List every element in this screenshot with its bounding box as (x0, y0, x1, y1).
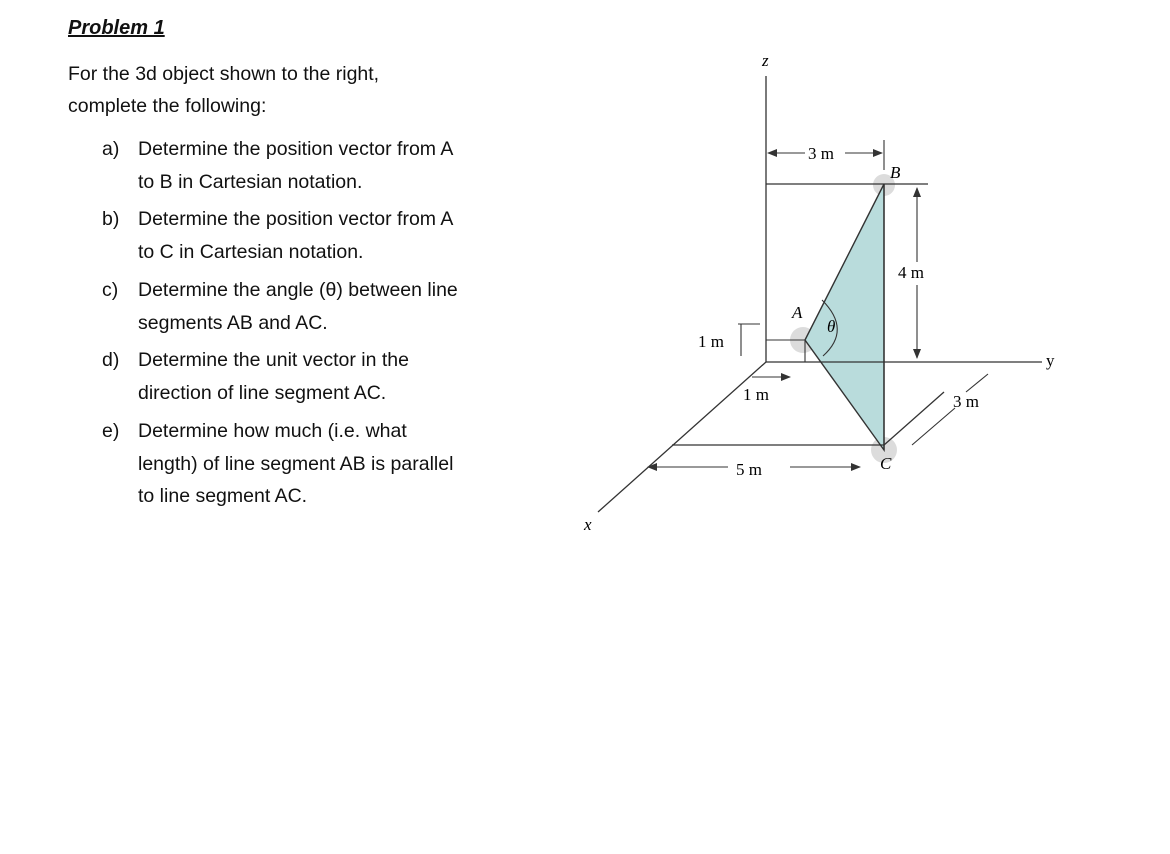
point-a-label: A (792, 303, 803, 322)
question-letter: b) (102, 208, 120, 230)
dim-4m-label: 4 m (898, 263, 924, 282)
question-letter: a) (102, 138, 120, 160)
figure-3d-object (570, 40, 1090, 550)
dim-3m-right-arrow (912, 408, 955, 445)
dim-5m-label: 5 m (736, 460, 762, 479)
triangle-abc (805, 184, 884, 450)
point-b-label: B (890, 163, 901, 182)
problem-title: Problem 1 (68, 17, 165, 39)
dim-3m-top-label: 3 m (808, 144, 834, 163)
question-text-line: direction of line segment AC. (138, 382, 387, 404)
question-text-line: Determine the angle (θ) between line (138, 279, 458, 301)
angle-theta-label: θ (827, 317, 836, 336)
axis-z-label: z (762, 51, 769, 70)
dim-1m-vertical-label: 1 m (698, 332, 724, 351)
question-text-line: to B in Cartesian notation. (138, 171, 363, 193)
question-text-line: to line segment AC. (138, 485, 308, 507)
question-text-line: Determine the position vector from A (138, 208, 454, 230)
question-text-line: Determine how much (i.e. what (138, 420, 407, 442)
question-letter: c) (102, 279, 119, 301)
intro-line-2: complete the following: (68, 95, 267, 117)
question-letter: e) (102, 420, 120, 442)
dim-3m-right-label: 3 m (953, 392, 979, 411)
axis-x-label: x (584, 515, 592, 534)
question-text-line: to C in Cartesian notation. (138, 241, 364, 263)
dim-1m-horizontal-label: 1 m (743, 385, 769, 404)
question-text-line: Determine the position vector from A (138, 138, 454, 160)
question-letter: d) (102, 349, 120, 371)
intro-line-1: For the 3d object shown to the right, (68, 63, 380, 85)
floor-line-c-right (884, 392, 944, 445)
dim-3m-right-tick (966, 374, 988, 392)
question-text-line: length) of line segment AB is parallel (138, 453, 454, 475)
question-text-line: segments AB and AC. (138, 312, 328, 334)
point-c-label: C (880, 454, 892, 473)
axis-y-label: y (1046, 351, 1055, 370)
question-text-line: Determine the unit vector in the (138, 349, 409, 371)
x-axis (598, 362, 766, 512)
